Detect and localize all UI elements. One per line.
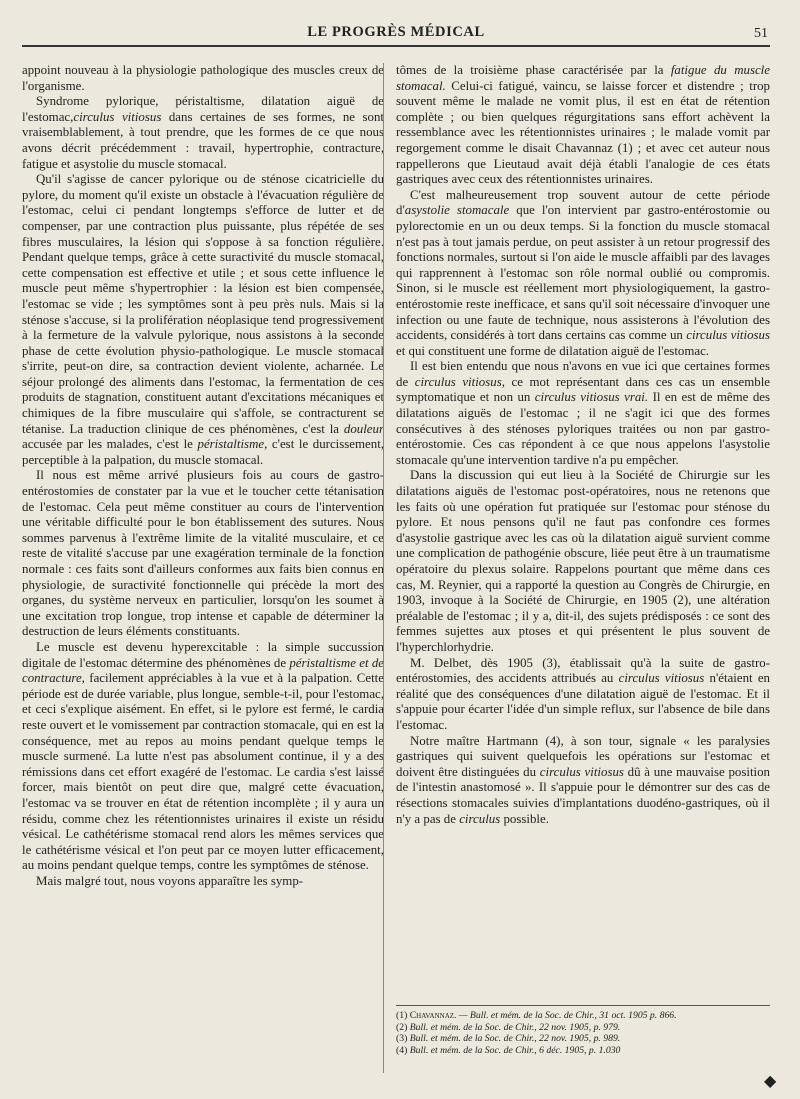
italic-phrase: circulus vitiosus, <box>414 374 505 389</box>
text-run: dû à une mauvaise position de l'intestin anastomosé ». Il s'appuie pour le démontrer sur des cas de résections stomacales suivies d'implantations duodéno-gastriques, où il n'y a pas de <box>396 764 770 826</box>
text-run: accusée par les malades, c'est le <box>22 437 198 452</box>
text-run: et qui constituent une forme de dilatation aiguë de l'estomac. <box>396 343 710 358</box>
text-run: (2) <box>396 1021 410 1033</box>
italic-phrase: fatigue du muscle stomacal. <box>396 63 770 93</box>
paragraph <box>22 640 384 874</box>
paragraph <box>396 359 770 468</box>
column-divider <box>383 63 384 1073</box>
footnotes <box>396 1010 770 1056</box>
text-run: Mais malgré tout, nous voyons apparaître les symp- <box>36 873 304 888</box>
italic-phrase: asystolie stomacale <box>404 203 510 218</box>
paragraph <box>22 63 384 94</box>
italic-phrase: douleur <box>343 421 384 436</box>
text-run: Syndrome pylorique, péristaltisme, dilatation aiguë de l'estomac, <box>22 94 384 124</box>
paragraph <box>396 468 770 655</box>
paragraph <box>22 874 384 890</box>
text-run: C'est malheureusement trop souvent autour de cette période d' <box>396 187 770 218</box>
text-run: Dans la discussion qui eut lieu à la Société de Chirurgie sur les dilatations aiguës de l'estomac post-opératoires, nous ne retenons que les faits où une opération fut pratiquée sur l'estomac pour sténose du pylore. Et nous pensons qu'il ne faut pas confondre ces formes d'asystolie gastrique avec les cas où la dilatation aiguë survient comme une complication de pathogénie obscure, liée peut être à un traumatisme opératoire du plexus solaire. Rappelons pourtant que même dans ces cas, M. Reynier, qui a rapporté la question au Congrès de Chirurgie, en 1903, invoque à la Société de Chirurgie, en 1905 (2), une altération préalable de l'estomac ; il y a, dit-il, des sujets prédisposés : ce sont des femmes sujettes aux ptoses et qui présentent le plus souvent de l'hyperchlorhydrie. <box>396 468 770 654</box>
italic-phrase: circulus vitiosus <box>539 764 624 779</box>
text-run: dans certaines de ses formes, ne sont vraisemblablement, à tout prendre, que les formes de ce que nous avons décrit précédemment : travail, hypertrophie, contracture, fatigue et asystolie du muscle stomacal. <box>22 109 384 171</box>
italic-phrase: circulus vitiosus vrai. <box>534 390 649 405</box>
footnote <box>396 1045 770 1057</box>
paragraph <box>396 63 770 188</box>
journal-title: LE PROGRÈS MÉDICAL <box>307 24 485 40</box>
text-run: Celui-ci fatigué, vaincu, se laisse forcer et distendre ; trop souvent même le malade ne vomit plus, il est en état de rétention complète ; ou bien quelques régurgitations sans effort achèvent la ressemblance avec les rétentionnistes urinaires ; le malade vomit par regorgement comme le disait Chavannaz (1) ; et avec cet auteur nous rappellerons que Lieutaud avait déjà établi l'analogie de ces états gastriques avec ceux des rétentionnistes urinaires. <box>396 78 770 187</box>
italic-phrase: circulus vitiosus <box>73 109 162 124</box>
text-run: Il en est de même des dilatations aiguës de l'estomac ; il ne s'agit ici que des formes consécutives à des sténoses pyloriques traitées ou non par gastro-entérostomie. Ces cas répondent à ce que nous appelons l'asystolie stomacale qu'une intervention tardive n'a pu empêcher. <box>396 390 771 467</box>
right-column <box>396 63 770 827</box>
text-run: que l'on intervient par gastro-entérostomie ou pylorectomie en un ou deux temps. Si la fonction du muscle stomacal n'est pas à tout jamais perdue, on peut assister à un retour progressif des fonctions normales, surtout si l'on aide le muscle affaibli par des lavages qui rapprennent à l'estomac son rôle normal oublié ou compromis. Sinon, si le muscle est réellement mort physiologiquement, la gastro-entérostomie reste inefficace, et sans qu'il soit nécessaire d'invoquer une infection ou une faute de technique, nous assisterons à l'évolution des accidents, considérés à tort dans certains cas comme un <box>396 203 770 343</box>
paragraph <box>396 656 770 734</box>
page-header <box>22 24 770 46</box>
paragraph <box>22 468 384 640</box>
text-run: (1) <box>396 1010 410 1021</box>
paragraph <box>22 94 384 172</box>
footnote <box>396 1033 770 1045</box>
text-run: ce mot représentant dans ces cas un ensemble symptomatique et non un <box>396 374 770 405</box>
italic-phrase: circulus vitiosus <box>618 671 705 686</box>
ornament-diamond: ◆ <box>764 1073 777 1090</box>
text-run: c'est le durcissement, perceptible à la palpation, du muscle stomacal. <box>22 437 384 467</box>
footnote <box>396 1010 770 1022</box>
footnote-rule <box>396 1005 770 1006</box>
text-run: Qu'il s'agisse de cancer pylorique ou de sténose cicatricielle du pylore, du moment qu'il existe un obstacle à l'évacuation régulière de l'estomac, celui ci pendant longtemps s'efforce de lutter et de compenser, par une contraction plus puissante, plus répétée de ses fibres musculaires, la lésion qui s'oppose à sa fonction régulière. Pendant quelque temps, grâce à cette suractivité du muscle stomacal, cette compensation est effective et utile ; et sous cette influence le muscle peut même s'hypertrophier : la lésion est bien compensée, l'estomac se vide ; les symptômes sont à peu près nuls. Mais si la sténose s'accuse, si la prolifération néoplasique tend progressivement à la fermeture de la valvule pylorique, nous assistons à la seconde phase de cette évolution physio-pathologique. Le muscle stomacal s'irrite, peut-on dire, sa contraction devient violente, acharnée. Le séjour prolongé des aliments dans l'estomac, la fermentation de ces produits de stagnation, constituent autant d'excitations mécaniques et chimiques de la fibre musculaire qui s'affole, se contracturent se tétanise. La traduction clinique de ces phénomènes, c'est la <box>22 172 384 436</box>
text-run: appoint nouveau à la physiologie pathologique des muscles creux de l'organisme. <box>22 63 384 93</box>
text-run: n'étaient en réalité que des conséquences d'une dilatation aiguë de l'estomac. Et il s'appuie pour écarter l'idée d'un simple reflux, sur l'absence de bile dans l'estomac. <box>396 671 771 732</box>
paragraph <box>22 172 384 468</box>
text-run: facilement appréciables à la vue et à la palpation. Cette période est de durée variable, plus longue, semble-t-il, pour l'estomac, et ceci s'explique aisément. En effet, si le pylore est fermé, le cardia reste ouvert et le vomissement par contraction stomacale, qui en est la conséquence, met au repos au moins pendant quelque temps le muscle surmené. La lutte n'est pas absolument continue, il y a des rémissions dans cet effort exagéré de l'estomac. Le cardia s'est laissé forcer, mais bientôt on peut dire que, malgré cette évacuation, l'estomac va se trouver en état de rétention incomplète ; il y aura un résidu, comme chez les rétentionnistes urinaires il existe un résidu vésical. Le cathétérisme stomacal rend alors les mêmes services que le cathétérisme vésical et l'on peut par ce moyen lutter efficacement, au moins pendant quelque temps, contre les symptômes de sténose. <box>22 671 384 873</box>
page-number: 51 <box>754 26 768 41</box>
italic-phrase: Bull. et mém. de la Soc. de Chir., 22 nov. 1905, p. 979. <box>409 1021 621 1033</box>
italic-phrase: — Bull. et mém. de la Soc. de Chir., 31 oct. 1905 p. 866. <box>456 1010 677 1021</box>
text-run: tômes de la troisième phase caractérisée par la <box>396 63 671 77</box>
text-run: Notre maître Hartmann (4), à son tour, signale « les paralysies gastriques qui suivent quelquefois les opérations sur l'estomac et doivent être distinguées du <box>396 733 770 779</box>
text-run: (4) <box>396 1044 410 1056</box>
italic-phrase: Bull. et mém. de la Soc. de Chir., 6 déc. 1905, p. 1.030 <box>409 1044 621 1056</box>
left-column <box>22 63 384 889</box>
header-rule <box>22 45 770 50</box>
text-run: Il est bien entendu que nous n'avons en vue ici que certaines formes de <box>396 359 770 389</box>
paragraph <box>396 188 770 360</box>
paragraph <box>396 734 770 828</box>
text-run: Il nous est même arrivé plusieurs fois au cours de gastro-entérostomies de constater par la vue et le toucher cette tétanisation de l'estomac. Cela peut même constituer au cours de l'intervention une véritable difficulté pour le bon établissement des sutures. Nous sommes parvenus à l'extrême limite de la vitalité musculaire, et ce reste de vitalité s'accuse par une exagération terminale de la fonction normale : ces faits sont d'ailleurs conformes aux faits bien connus en physiologie, de suractivité fonctionnelle qui précède la mort des organes, du système nerveux en particulier, lorsqu'on les soumet à une excitation trop longue, trop intense et capable de déterminer la destruction de leurs éléments constituants. <box>22 468 384 639</box>
text-run: (3) <box>396 1033 410 1045</box>
text-run: Le muscle est devenu hyperexcitable : la simple succussion digitale de l'estomac détermine des phénomènes de <box>22 639 384 670</box>
italic-phrase: Bull. et mém. de la Soc. de Chir., 22 nov. 1905, p. 989. <box>409 1033 621 1045</box>
text-run: Chavannaz. <box>409 1010 457 1021</box>
text-run: possible. <box>500 811 549 826</box>
footnote <box>396 1022 770 1034</box>
italic-phrase: circulus <box>459 811 501 826</box>
italic-phrase: péristaltisme, <box>197 437 268 452</box>
italic-phrase: circulus vitiosus <box>686 328 770 343</box>
italic-phrase: péristaltisme et de contracture, <box>22 655 384 686</box>
text-run: M. Delbet, dès 1905 (3), établissait qu'à la suite de gastro-entérostomies, des accidents attribués au <box>396 655 770 686</box>
